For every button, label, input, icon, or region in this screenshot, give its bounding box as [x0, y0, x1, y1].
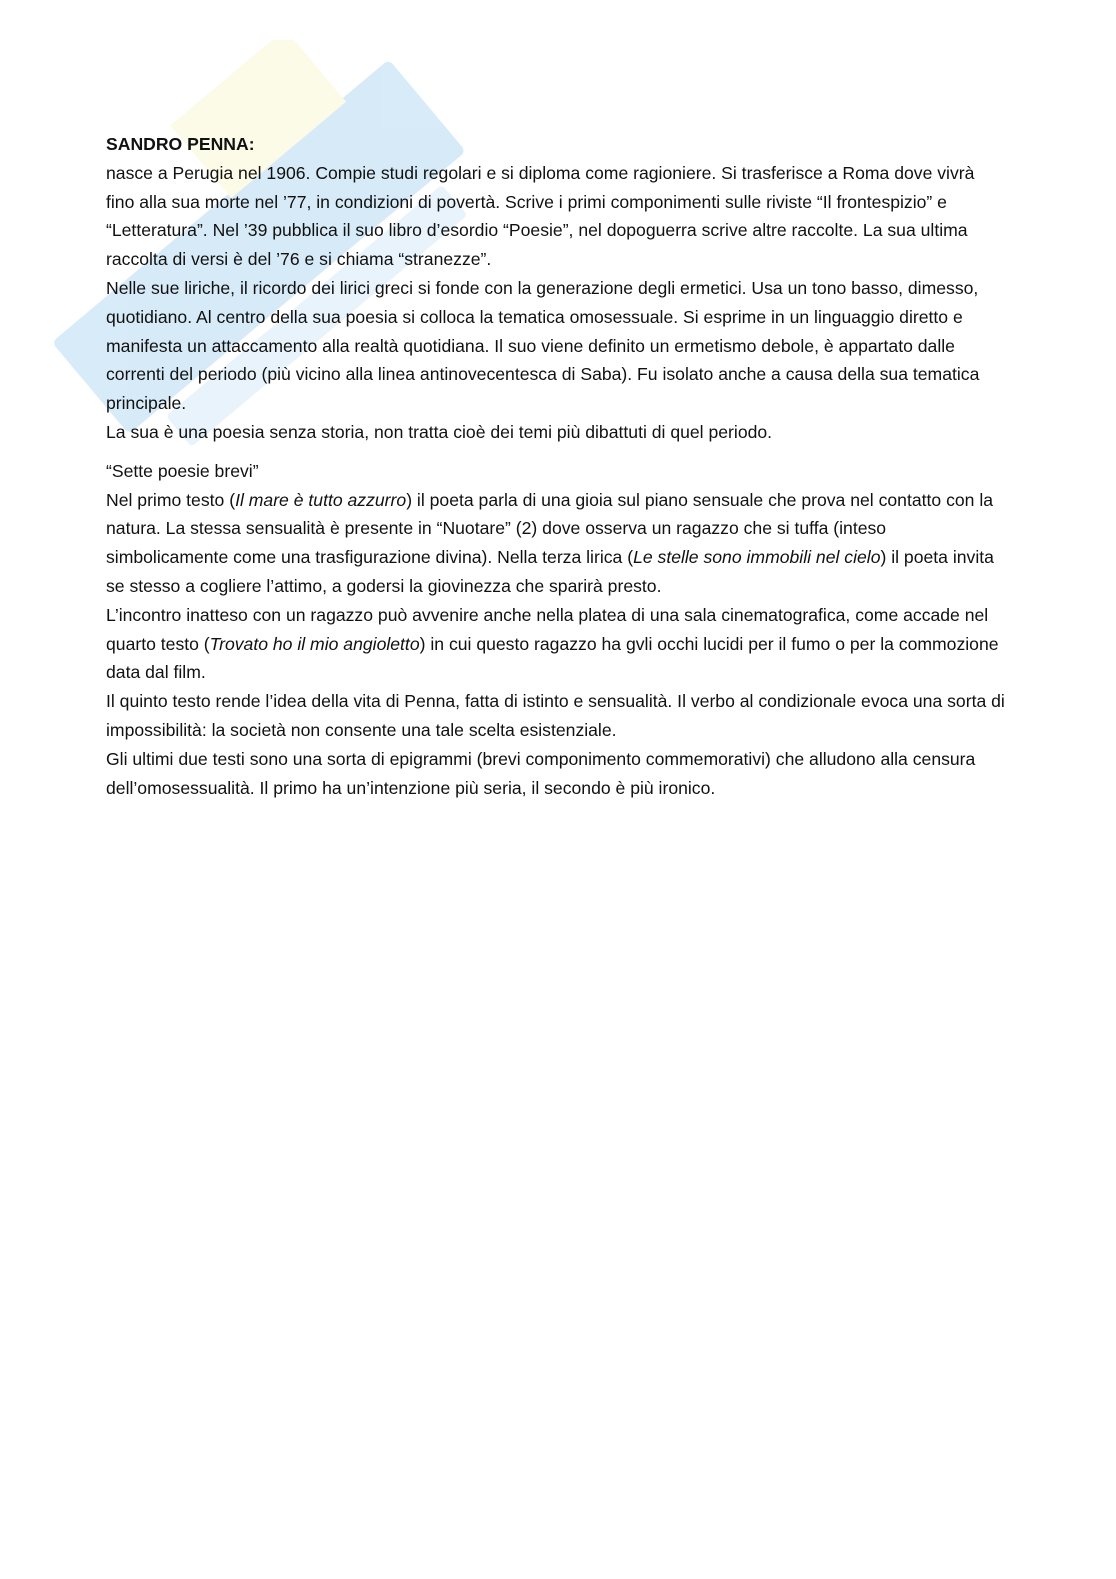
text-run: ) il poeta invita se stesso a cogliere l’attimo, a godersi la giovinezza che sparirà presto. [106, 547, 994, 596]
paragraph-primo-testo [106, 486, 1006, 601]
document-body [106, 130, 1006, 802]
text-run: Nel primo testo ( [106, 489, 236, 510]
paragraph-quinto-testo: Il quinto testo rende l’idea della vita di Penna, fatta di istinto e sensualità. Il verbo al condizionale evoca una sorta di impossibilità: la società non consente una tale scelta esistenziale. [106, 691, 1005, 740]
section-title-sette-poesie: “Sette poesie brevi” [106, 460, 259, 481]
paragraph-biography: nasce a Perugia nel 1906. Compie studi regolari e si diploma come ragioniere. Si trasferisce a Roma dove vivrà fino alla sua morte nel ’77, in condizioni di povertà. Scrive i primi componimenti sulle riviste “Il frontespizio” e “Letteratura”. Nel ’39 pubblica il suo libro d’esordio “Poesie”, nel dopoguerra scrive altre raccolte. La sua ultima raccolta di versi è del ’76 e si chiama “stranezze”. [106, 162, 975, 270]
paragraph-ultimi-testi: Gli ultimi due testi sono una sorta di epigrammi (brevi componimento commemorativi) che alludono alla censura dell’omosessualità. Il primo ha un’intenzione più seria, il secondo è più ironico. [106, 748, 976, 798]
text-run: ) in cui questo ragazzo ha gvli occhi lucidi per il fumo o per la commozione data dal film. [106, 633, 999, 683]
text-run: ) il poeta parla di una gioia sul piano sensuale che prova nel contatto con la natura. La stessa sensualità è presente in “Nuotare” (2) dove osserva un ragazzo che si tuffa (inteso simbolicamente come una trasfigurazione divina). Nella terza lirica ( [106, 489, 994, 568]
section-title-sandro-penna: SANDRO PENNA: [106, 134, 255, 154]
section-spacer [106, 447, 1006, 457]
paragraph-poetics: Nelle sue liriche, il ricordo dei lirici greci si fonde con la generazione degli ermetici. Usa un tono basso, dimesso, quotidiano. Al centro della sua poesia si colloca la tematica omosessuale. Si esprime in un linguaggio diretto e manifesta un attaccamento alla realtà quotidiana. Il suo viene definito un ermetismo debole, è appartato dalle correnti del periodo (più vicino alla linea antinovecentesca di Saba). Fu isolato anche a causa della sua tematica principale. [106, 277, 980, 414]
poem-title-italic: Trovato ho il mio angioletto [209, 633, 420, 654]
paragraph-quarto-testo [106, 601, 1006, 687]
paragraph-senza-storia: La sua è una poesia senza storia, non tratta cioè dei temi più dibattuti di quel periodo. [106, 421, 773, 442]
text-run: L’incontro inatteso con un ragazzo può avvenire anche nella platea di una sala cinematografica, come accade nel quarto testo ( [106, 604, 989, 654]
poem-title-italic: Il mare è tutto azzurro [235, 489, 407, 510]
poem-title-italic: Le stelle sono immobili nel cielo [633, 547, 881, 568]
